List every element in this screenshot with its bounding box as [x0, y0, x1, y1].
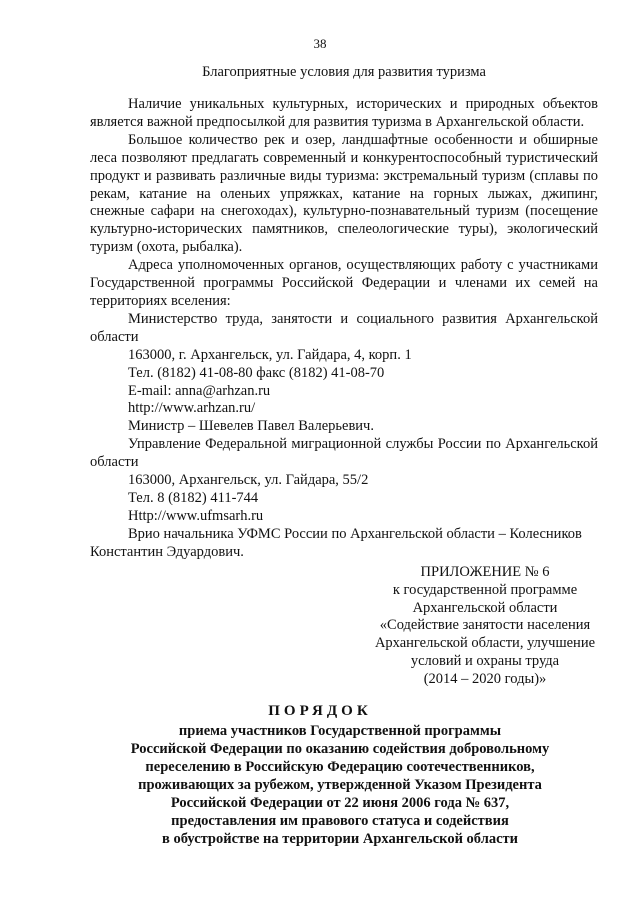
body-text [90, 96, 598, 562]
order-subtitle-line: Российской Федерации по оказанию содействия добровольному [130, 741, 550, 757]
order-subtitle-line: в обустройстве на территории Архангельской области [161, 831, 518, 847]
page-number: 38 [313, 36, 327, 51]
appendix-line: Архангельской области, улучшение [374, 635, 596, 652]
appendix-line: ПРИЛОЖЕНИЕ № 6 [420, 564, 550, 580]
appendix-line: условий и охраны труда [410, 652, 560, 669]
ministry-website: http://www.arhzan.ru/ [128, 400, 256, 417]
fms-website: Http://www.ufmsarh.ru [128, 507, 264, 524]
appendix-line: (2014 – 2020 годы)» [423, 670, 547, 687]
paragraph-cultural-objects: Наличие уникальных культурных, исторических и природных объектов является важной предпосылкой для развития туризма в Архангельской области. [90, 96, 598, 130]
ministry-address: 163000, г. Архангельск, ул. Гайдара, 4, корп. 1 [128, 346, 412, 363]
order-subtitle [80, 722, 600, 848]
ministry-name: Министерство труда, занятости и социального развития Архангельской области [90, 310, 598, 345]
appendix-line: к государственной программе [392, 581, 578, 598]
ministry-phone: Тел. (8182) 41-08-80 факс (8182) 41-08-70 [128, 364, 385, 381]
appendix-line: «Содействие занятости населения [379, 617, 591, 634]
ministry-head: Министр – Шевелев Павел Валерьевич. [128, 418, 374, 435]
order-subtitle-line: проживающих за рубежом, утвержденной Указом Президента [138, 777, 542, 793]
fms-address: 163000, Архангельск, ул. Гайдара, 55/2 [128, 472, 369, 489]
paragraph-authorities-intro: Адреса уполномоченных органов, осуществляющих работу с участниками Государственной программы Российской Федерации и членами их семей на территориях вселения: [90, 257, 598, 309]
appendix-line: Архангельской области [412, 599, 558, 616]
section-heading: Благоприятные условия для развития туризма [202, 64, 486, 80]
appendix-block [360, 564, 610, 689]
order-subtitle-line: приема участников Государственной программы [178, 723, 502, 739]
order-title: ПОРЯДОК [268, 703, 372, 719]
paragraph-tourism-types: Большое количество рек и озер, ландшафтные особенности и обширные леса позволяют предлагать современный и конкурентоспособный туристический продукт и развивать различные виды туризма: экстремальный туризм (сплавы по рекам, катание на оленьих упряжках, катание на горных лыжах, джипинг, снежные сафари на снегоходах), культурно-познавательный туризм (посещение культурно-исторических памятников, спелеологические туры), экологический туризм (охота, рыбалка). [90, 131, 598, 256]
order-subtitle-line: переселению в Российскую Федерацию соотечественников, [145, 759, 535, 775]
ministry-email: E-mail: anna@arhzan.ru [128, 382, 271, 399]
order-subtitle-line: Российской Федерации от 22 июня 2006 года № 637, [170, 795, 510, 811]
fms-phone: Тел. 8 (8182) 411-744 [128, 489, 259, 506]
fms-name: Управление Федеральной миграционной службы России по Архангельской области [90, 436, 598, 471]
fms-head: Врио начальника УФМС России по Архангельской области – Колесников Константин Эдуардович. [90, 525, 582, 560]
order-subtitle-line: предоставления им правового статуса и содействия [171, 813, 509, 829]
